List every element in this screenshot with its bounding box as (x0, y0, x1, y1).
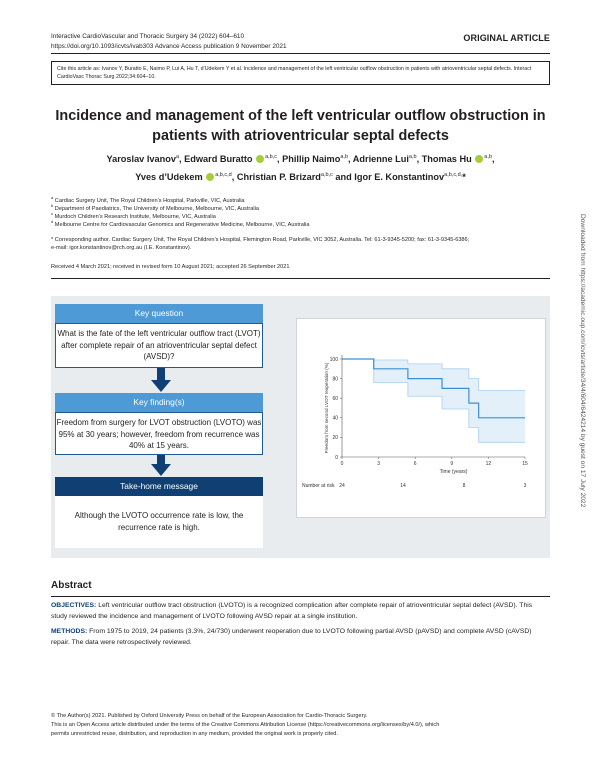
download-note (578, 214, 588, 684)
key-findings-title: Key finding(s) (55, 393, 263, 412)
author-sup: a,b,c,d (215, 172, 232, 179)
confidence-band (342, 359, 525, 442)
download-note-text[interactable]: Downloaded from https://academic.oup.com/icvts/article/34/4/604/6424214 by guest on 17 July 2022 (579, 214, 586, 508)
y-tick-label: 100 (329, 356, 338, 363)
down-arrow-icon (151, 380, 171, 392)
key-question-title: Key question (55, 304, 263, 323)
number-at-risk-value: 3 (523, 483, 527, 489)
orcid-icon[interactable] (256, 155, 264, 163)
methods-label: METHODS: (51, 628, 88, 635)
objectives-label: OBJECTIVES: (51, 602, 97, 609)
author-name[interactable]: Igor E. Konstantinov (354, 172, 445, 183)
author-sup: a,b,c (320, 172, 333, 179)
affiliation: $^d$ Melbourne Centre for Cardiovascular Genomics and Regenerative Medicine, Melbourne, VIC, Australia (51, 219, 310, 228)
author-sup: a,b (408, 154, 417, 160)
y-tick-label: 80 (332, 376, 338, 383)
abstract-objectives (51, 601, 550, 622)
citation-text: Ivanov Y, Buratto E, Naimo P, Lui A, Hu T, d’Udekem Y et al. Incidence and management of the left ventricular outflow obstruction in patients with atrioventricular septal defects. Interact CardioVasc Thorac Surg 2022;34:604–10. (57, 66, 532, 81)
x-tick-label: 6 (413, 461, 417, 467)
author-sup: a,b (340, 154, 348, 160)
y-tick-label: 60 (332, 396, 338, 402)
corresponding-author (51, 236, 469, 252)
number-at-risk-value: 24 (339, 483, 345, 489)
article-title: Incidence and management of the left ventricular outflow obstruction in patients with atrioventricular septal defects (55, 108, 546, 144)
author-name[interactable]: Phillip Naimo (282, 154, 341, 165)
corresponding-line: * Corresponding author. Cardiac Surgery Unit, The Royal Children’s Hospital, Flemington Road, Parkville, VIC 3052, Australia. Tel: 61-3-9345-5200; fax: 61-3-9345-6386; (51, 237, 470, 243)
y-tick-label: 0 (335, 454, 338, 461)
doi-line: https://doi.org/10.1093/icvts/ivab303 Advance Access publication 9 November 2021 (51, 42, 287, 50)
number-at-risk-value: 8 (462, 483, 466, 489)
x-tick-label: 9 (450, 461, 454, 467)
author-name[interactable]: Yaroslav Ivanov (106, 154, 176, 165)
author-name[interactable]: Edward Buratto (184, 154, 253, 165)
orcid-icon[interactable] (475, 155, 483, 163)
key-question-text: What is the fate of the left ventricular outflow tract (LVOT) after complete repair of an atrioventricular septal defect (AVSD)? (55, 323, 263, 368)
affiliation: $^c$ Murdoch Children’s Research Institute, Melbourne, VIC, Australia (51, 211, 216, 220)
km-chart (297, 319, 545, 517)
received-rule (51, 278, 550, 279)
author-sup: a,b,c,d, (444, 172, 463, 179)
x-tick-label: 0 (340, 461, 344, 467)
take-home-text: Although the LVOTO occurrence rate is low, the recurrence rate is high. (55, 496, 263, 548)
license-line: permits unrestricted reuse, distribution, and reproduction in any medium, provided the original work is properly cited. (51, 731, 338, 737)
citation-prefix: Cite this article as: (57, 66, 101, 72)
down-arrow-icon (151, 464, 171, 476)
y-tick-label: 40 (332, 415, 338, 422)
corresponding-email[interactable]: e-mail: igor.konstantinov@rch.org.au (I.E. Konstantinov). (51, 245, 192, 251)
author-sup: a,b (484, 154, 492, 160)
x-tick-label: 3 (377, 461, 380, 467)
y-tick-label: 20 (332, 435, 338, 442)
author-sup: a,b,c (265, 154, 278, 160)
license-line[interactable]: This is an Open Access article distributed under the terms of the Creative Commons Attribution License (https://creativecommons.org/licenses/by/4.0/), which (51, 722, 440, 728)
methods-text: From 1975 to 2019, 24 patients (3.3%, 24/730) underwent reoperation due to LVOTO following partial AVSD (pAVSD) and complete AVSD (cAVSD) repair. The data were retrospectively reviewed. (51, 628, 532, 646)
journal-line: Interactive CardioVascular and Thoracic Surgery 34 (2022) 604–610 (51, 33, 245, 40)
author-sup: a (175, 154, 180, 160)
author-name[interactable]: Christian P. Brizard (236, 172, 321, 183)
abstract-methods (51, 627, 550, 648)
corresponding-star: * (462, 172, 466, 183)
author-name[interactable]: Yves d’Udekem (135, 172, 203, 183)
journal-header (51, 32, 287, 51)
objectives-text: Left ventricular outflow tract obstruction (LVOTO) is a recognized complication after complete repair of atrioventricular septal defect (AVSD). This study reviewed the incidence and management of LVOTO following AVSD repair at a single institution. (51, 602, 533, 620)
km-chart-card (296, 318, 546, 518)
header-rule (51, 53, 550, 54)
number-at-risk-value: 14 (400, 483, 406, 489)
author-list: Yaroslav Ivanov$^a$, Edward Buratto $^{a,b,c}$, Phillip Naimo$^{a,b}$, Adrienne Lui$^{a,b}$, Thomas Hu $^{a,b}$, Yves d’Udekem $^{a,b,c,d}$, Christian P. Brizard$^{a,b,c}$ and Igor E. Konstantinov$^{a,b,c,d,}$* (106, 154, 495, 183)
key-findings-text: Freedom from surgery for LVOT obstruction (LVOTO) was 95% at 30 years; however, freedom from recurrence was 40% at 15 years. (55, 412, 263, 455)
affiliation: $^b$ Department of Paediatrics, The University of Melbourne, Melbourne, VIC, Australia (51, 203, 259, 212)
license-footer (51, 712, 550, 739)
copyright-line: © The Author(s) 2021. Published by Oxford University Press on behalf of the European Association for Cardio-Thoracic Surgery. (51, 713, 368, 719)
received-dates: Received 4 March 2021; received in revised form 10 August 2021; accepted 26 September 2021 (51, 264, 290, 270)
citation-box (51, 61, 550, 85)
abstract-rule (51, 596, 550, 597)
x-tick-label: 15 (522, 461, 528, 467)
take-home-title: Take-home message (55, 477, 263, 496)
orcid-icon[interactable] (206, 173, 214, 181)
abstract-heading: Abstract (51, 580, 92, 591)
number-at-risk-label: Number at risk (302, 483, 335, 489)
article-type: ORIGINAL ARTICLE (463, 33, 550, 43)
author-name[interactable]: Adrienne Lui (352, 154, 409, 165)
x-axis-label: Time (years) (439, 469, 468, 475)
y-axis-label: Freedom from second LVOT reoperation (%) (324, 362, 329, 454)
x-tick-label: 12 (485, 461, 492, 467)
affiliation: $^a$ Cardiac Surgery Unit, The Royal Children’s Hospital, Parkville, VIC, Australia (51, 195, 245, 204)
author-name[interactable]: Thomas Hu (421, 154, 472, 165)
